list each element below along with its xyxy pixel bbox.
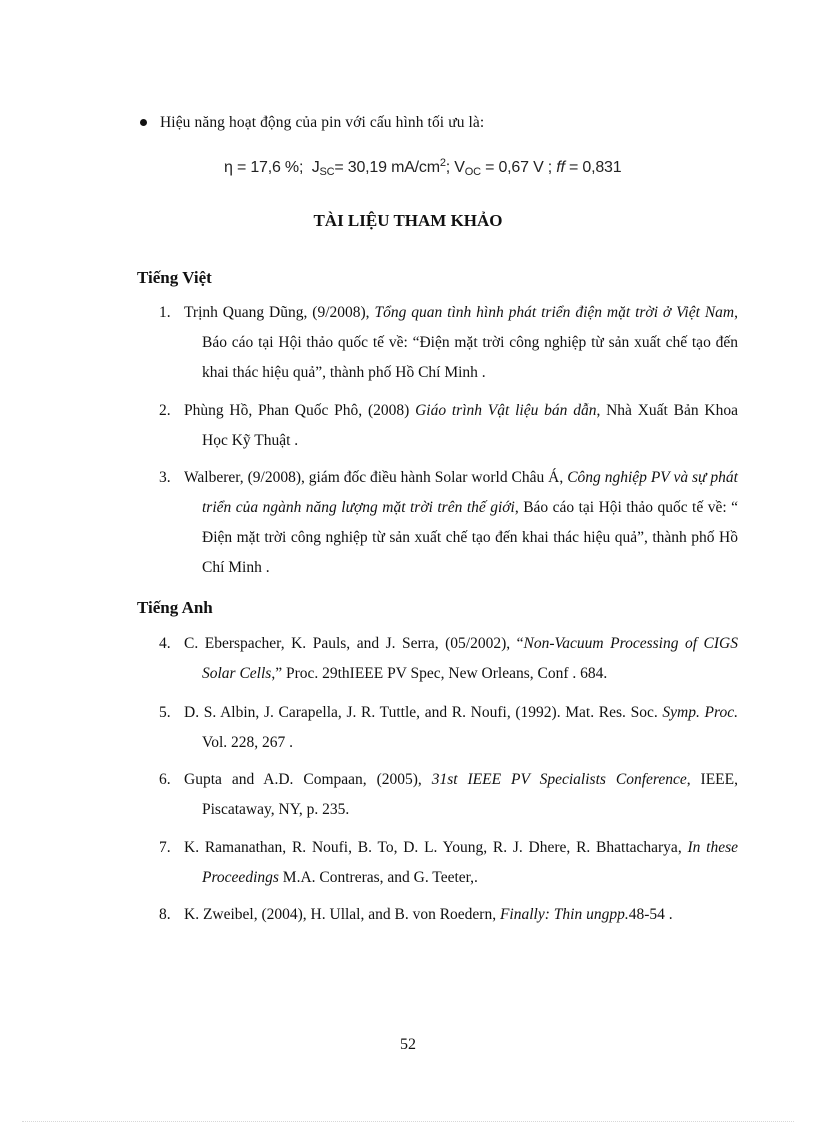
reference-text: [184, 298, 738, 388]
reference-number: 5.: [159, 704, 171, 721]
reference-number: 7.: [159, 839, 171, 856]
ref-part: Walberer, (9/2008), giám đốc điều hành Solar world Châu Á,: [184, 469, 568, 486]
reference-number: 8.: [159, 906, 171, 923]
ref-part: M.A. Contreras, and G. Teeter,.: [278, 869, 478, 886]
reference-text: [184, 698, 738, 758]
ref-part: , Báo cáo tại Hội thảo quốc tế về: “ Điện mặt trời công nghiệp từ sản xuất chế tạo đến khai thác hiệu quả”, thành phố Hồ Chí Minh .: [202, 499, 738, 576]
ref-title: Finally: Thin ungpp.: [499, 906, 629, 923]
efficiency-formula: η = 17,6 %; $J_{SC}= 30,19$ $mA/cm^2$; $V_{OC} = 0,67$ V ; ff = 0,831: [224, 157, 622, 178]
ref-part: , Báo cáo tại Hội thảo quốc tế về: “Điện mặt trời công nghiệp từ sản xuất chế tạo đến khai thác hiệu quả”, thành phố Hồ Chí Minh .: [202, 304, 738, 381]
reference-number: 6.: [159, 771, 171, 788]
formula-jsc-sup: 2: [439, 157, 446, 169]
formula-eta: η = 17,6 %;: [224, 159, 304, 176]
reference-text: [184, 629, 738, 689]
formula-jsc: = 30,19 mA/cm: [334, 159, 440, 176]
reference-item: [159, 396, 738, 456]
ref-title: Giáo trình Vật liệu bán dẫn: [415, 402, 597, 419]
reference-number: 3.: [159, 469, 171, 486]
page-number: 52: [400, 1036, 416, 1053]
ref-title: In these Proceedings: [202, 839, 738, 886]
ref-part: , IEEE, Piscataway, NY, p. 235.: [202, 771, 738, 818]
ref-part: 48-54 .: [628, 906, 673, 923]
reference-item: [159, 765, 738, 825]
reference-text: [184, 833, 738, 893]
ref-title: 31st IEEE PV Specialists Conference: [431, 771, 687, 788]
reference-number: 4.: [159, 635, 171, 652]
bullet-text: Hiệu năng hoạt động của pin với cấu hình tối ưu là:: [160, 114, 485, 131]
reference-text: [184, 765, 738, 825]
formula-voc-sub: OC: [464, 166, 481, 178]
formula-sep: ;: [445, 159, 451, 176]
ref-part: K. Zweibel, (2004), H. Ullal, and B. von Roedern,: [184, 906, 500, 923]
ref-part: , Nhà Xuất Bản Khoa Học Kỹ Thuật .: [202, 402, 738, 449]
section-vietnamese: Tiếng Việt: [137, 268, 212, 287]
page-border: [22, 1121, 794, 1122]
ref-title: Công nghiệp PV và sự phát triển của ngành năng lượng mặt trời trên thế giới: [202, 469, 738, 516]
references-heading: TÀI LIỆU THAM KHẢO: [313, 211, 503, 230]
ref-part: Trịnh Quang Dũng, (9/2008),: [184, 304, 375, 321]
reference-number: 1.: [159, 304, 171, 321]
formula-voc: = 0,67 V ;: [480, 159, 553, 176]
ref-title: Tổng quan tình hình phát triển điện mặt trời ở Việt Nam: [374, 304, 735, 321]
reference-item: [159, 629, 738, 689]
reference-item: [159, 463, 738, 583]
reference-text: [184, 396, 738, 456]
reference-text: [184, 900, 738, 930]
ref-part: C. Eberspacher, K. Pauls, and J. Serra, (05/2002), “: [184, 635, 524, 652]
reference-item: [159, 698, 738, 758]
ref-part: D. S. Albin, J. Carapella, J. R. Tuttle, and R. Noufi, (1992). Mat. Res. Soc.: [184, 704, 663, 721]
reference-item: [159, 833, 738, 893]
formula-jsc-sub: SC: [319, 166, 335, 178]
ref-title: Symp. Proc.: [662, 704, 738, 721]
ref-title: Non-Vacuum Processing of CIGS Solar Cells: [202, 635, 738, 682]
bullet-item: [160, 114, 484, 132]
ref-part: Phùng Hồ, Phan Quốc Phô, (2008): [184, 402, 416, 419]
formula-ff-label: ff: [556, 159, 565, 176]
reference-item: [159, 900, 738, 930]
ref-part: Vol. 228, 267 .: [202, 734, 294, 751]
section-english: Tiếng Anh: [137, 598, 213, 617]
ref-part: ,” Proc. 29thIEEE PV Spec, New Orleans, Conf . 684.: [271, 665, 608, 682]
ref-part: K. Ramanathan, R. Noufi, B. To, D. L. Young, R. J. Dhere, R. Bhattacharya,: [184, 839, 688, 856]
reference-number: 2.: [159, 402, 171, 419]
reference-item: [159, 298, 738, 388]
reference-text: [184, 463, 738, 583]
bullet-icon: [140, 119, 147, 126]
formula-ff: = 0,831: [564, 159, 622, 176]
ref-part: Gupta and A.D. Compaan, (2005),: [184, 771, 432, 788]
